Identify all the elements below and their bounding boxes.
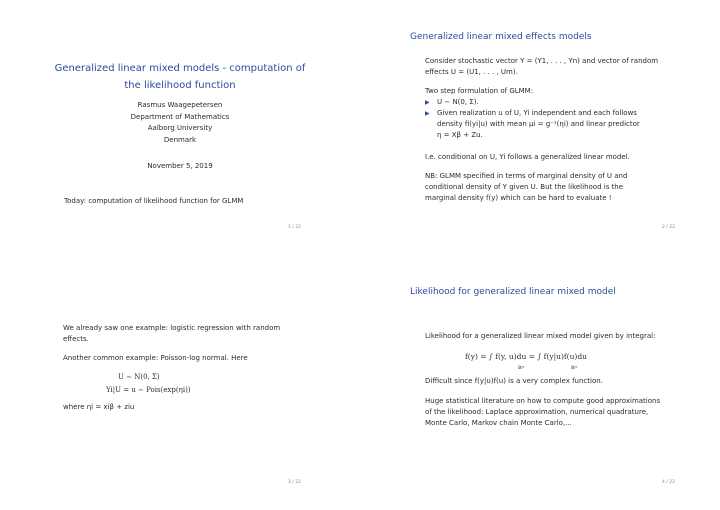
literature-line-3: Monte Carlo, Markov chain Monte Carlo,... — [425, 419, 572, 427]
nb-line-2: conditional density of Y given U. But the likelihood is the — [425, 183, 624, 191]
intro-line-1: Consider stochastic vector Y = (Y1, . . . , Yn) and vector of random — [425, 57, 659, 65]
difficult-text: Difficult since f(y|u)f(u) is a very complex function. — [425, 377, 603, 385]
integral-domain-label: ℝᵐ — [571, 366, 578, 371]
two-step-text: Two step formulation of GLMM: — [425, 87, 534, 95]
equation-y-poisson: Yi|U = u ∼ Pois(exp(ηi)) — [106, 386, 191, 394]
page-number: 1 / 22 — [288, 225, 301, 230]
page-number: 3 / 22 — [288, 480, 301, 485]
today-text: Today: computation of likelihood function for GLMM — [64, 197, 244, 205]
author-name: Rasmus Waagepetersen — [137, 101, 223, 109]
author-department: Department of Mathematics — [130, 112, 230, 121]
paragraph-2: Another common example: Poisson-log normal. Here — [63, 354, 248, 362]
intro-line-2: effects U = (U1, . . . , Um). — [425, 68, 518, 76]
slide-1 — [0, 0, 360, 255]
nb-line-1: NB: GLMM specified in terms of marginal density of U and — [425, 172, 628, 180]
slide-3 — [0, 255, 360, 510]
equation-u-normal: U ∼ N(0, Σ) — [118, 373, 160, 381]
likelihood-integral-equation: f(y) = ∫ f(y, u)du = ∫ f(y|u)f(u)du — [465, 352, 587, 361]
slide-4 — [360, 255, 720, 510]
where-text: where ηi = xiβ + ziu — [63, 403, 135, 411]
literature-line-1: Huge statistical literature on how to compute good approximations — [425, 397, 661, 405]
nb-line-3: marginal density f(y) which can be hard to evaluate ! — [425, 194, 612, 202]
author-university: Aalborg University — [147, 124, 213, 132]
paragraph-1-line-1: We already saw one example: logistic regression with random — [63, 324, 281, 332]
presentation-date: November 5, 2019 — [147, 162, 213, 170]
ie-text: I.e. conditional on U, Yi follows a generalized linear model. — [425, 153, 630, 161]
slide-2 — [360, 0, 720, 255]
literature-line-2: of the likelihood: Laplace approximation, numerical quadrature, — [425, 408, 649, 416]
author-country: Denmark — [163, 135, 197, 144]
presentation-title: Generalized linear mixed models - computation of the likelihood function — [54, 63, 306, 91]
bullet-item: ▶ U ∼ N(0, Σ). — [425, 97, 685, 108]
glmm-bullet-list — [425, 97, 685, 141]
frame-title: Generalized linear mixed effects models — [410, 32, 592, 42]
frame-title: Likelihood for generalized linear mixed model — [410, 287, 616, 297]
paragraph-1-line-2: effects. — [63, 335, 89, 343]
integral-domain-label: ℝᵐ — [518, 366, 525, 371]
intro-text: Likelihood for a generalized linear mixed model given by integral: — [425, 332, 656, 340]
page-number: 4 / 22 — [662, 480, 675, 485]
author-block — [92, 100, 268, 146]
bullet-item: ▶ Given realization u of U, Yi independent and each follows density fi(yi|u) with mean μi = g⁻¹(ηi) and linear predictor η = Xβ + Zu. — [425, 108, 685, 141]
page-number: 2 / 22 — [662, 225, 675, 230]
